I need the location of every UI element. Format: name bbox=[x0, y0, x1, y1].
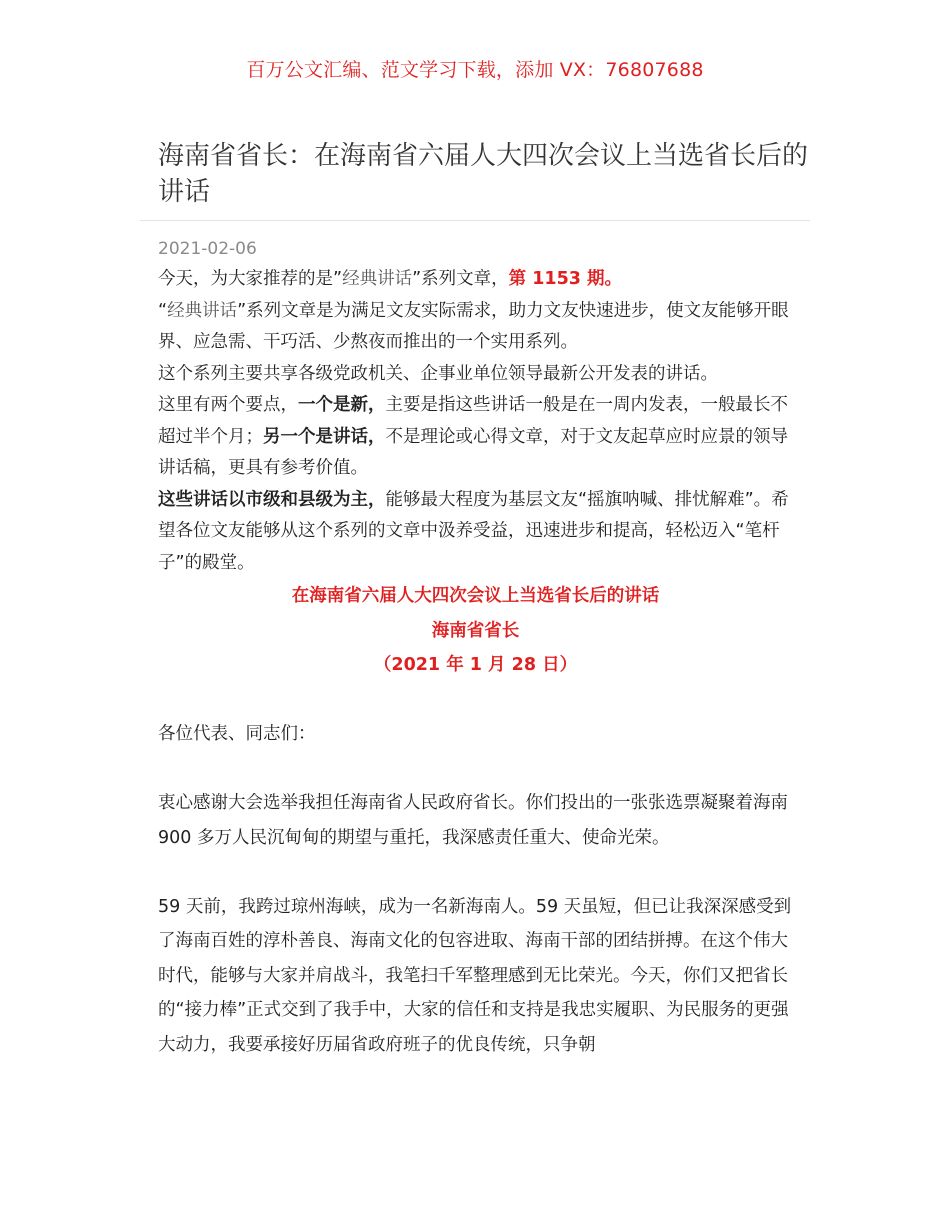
publish-date: 2021-02-06 bbox=[158, 239, 257, 259]
spacer bbox=[158, 683, 793, 718]
open-quote: “ bbox=[158, 300, 168, 321]
speech-title: 在海南省六届人大四次会议上当选省长后的讲话 bbox=[291, 586, 660, 606]
title-divider bbox=[140, 220, 810, 221]
speech-paragraph-1: 衷心感谢大会选举我担任海南省人民政府省长。你们投出的一张张选票凝聚着海南 900 多万人民沉甸甸的期望与重托，我深感责任重大、使命光荣。 bbox=[158, 793, 788, 848]
intro-paragraph-2 bbox=[158, 296, 793, 359]
intro-text: 不是理论或心得文章，对于文友起草应时应景的领导讲话稿，更具有参考价值。 bbox=[158, 426, 788, 478]
intro-paragraph-3: 这个系列主要共享各级党政机关、企事业单位领导最新公开发表的讲话。 bbox=[158, 363, 718, 384]
intro-text: 这里有两个要点， bbox=[158, 395, 298, 415]
key-point-new: 一个是新， bbox=[298, 395, 386, 415]
promo-banner: 百万公文汇编、范文学习下载，添加 VX：76807688 bbox=[246, 59, 704, 81]
spacer bbox=[158, 855, 793, 890]
intro-paragraph-1 bbox=[158, 264, 793, 296]
intro-text: 主要是指这些讲话一般是在一周内发表，一般最长不超过半个月； bbox=[158, 395, 788, 447]
speech-date: （2021 年 1 月 28 日） bbox=[373, 655, 578, 675]
speech-salutation: 各位代表、同志们： bbox=[158, 724, 316, 744]
series-name: 经典讲话 bbox=[342, 269, 413, 289]
intro-paragraph-5 bbox=[158, 485, 793, 580]
key-point-level: 这些讲话以市级和县级为主， bbox=[158, 489, 386, 510]
series-name: 经典讲话 bbox=[167, 300, 238, 321]
key-point-speech: 另一个是讲话， bbox=[263, 426, 386, 447]
intro-paragraph-4 bbox=[158, 390, 793, 485]
intro-text: 今天，为大家推荐的是” bbox=[158, 269, 343, 289]
speech-heading bbox=[158, 579, 793, 683]
intro-text: 能够最大程度为基层文友“摇旗呐喊、排忧解难”。希望各位文友能够从这个系列的文章中汲养受益，迅速进步和提高，轻松迈入“笔杆子”的殿堂。 bbox=[158, 489, 789, 573]
speech-paragraph-2: 59 天前，我跨过琼州海峡，成为一名新海南人。59 天虽短，但已让我深深感受到了海南百姓的淳朴善良、海南文化的包容进取、海南干部的团结拼搏。在这个伟大时代，能够与大家并肩战斗，我笔扫千军整理感到无比荣光。今天，你们又把省长的“接力棒”正式交到了我手中，大家的信任和支持是我忠实履职、为民服务的更强大动力，我要承接好历届省政府班子的优良传统，只争朝 bbox=[158, 896, 792, 1055]
article-body bbox=[158, 264, 793, 1062]
speech-speaker: 海南省省长 bbox=[431, 620, 520, 641]
intro-text: ”系列文章是为满足文友实际需求，助力文友快速进步，使文友能够开眼界、应急需、干巧活、少熬夜而推出的一个实用系列。 bbox=[158, 300, 789, 352]
intro-text: ”系列文章， bbox=[412, 269, 509, 289]
spacer bbox=[158, 752, 793, 787]
issue-number: 第 1153 期。 bbox=[508, 269, 623, 289]
article-title: 海南省省长：在海南省六届人大四次会议上当选省长后的讲话 bbox=[158, 141, 809, 207]
speech-body bbox=[158, 683, 793, 1063]
